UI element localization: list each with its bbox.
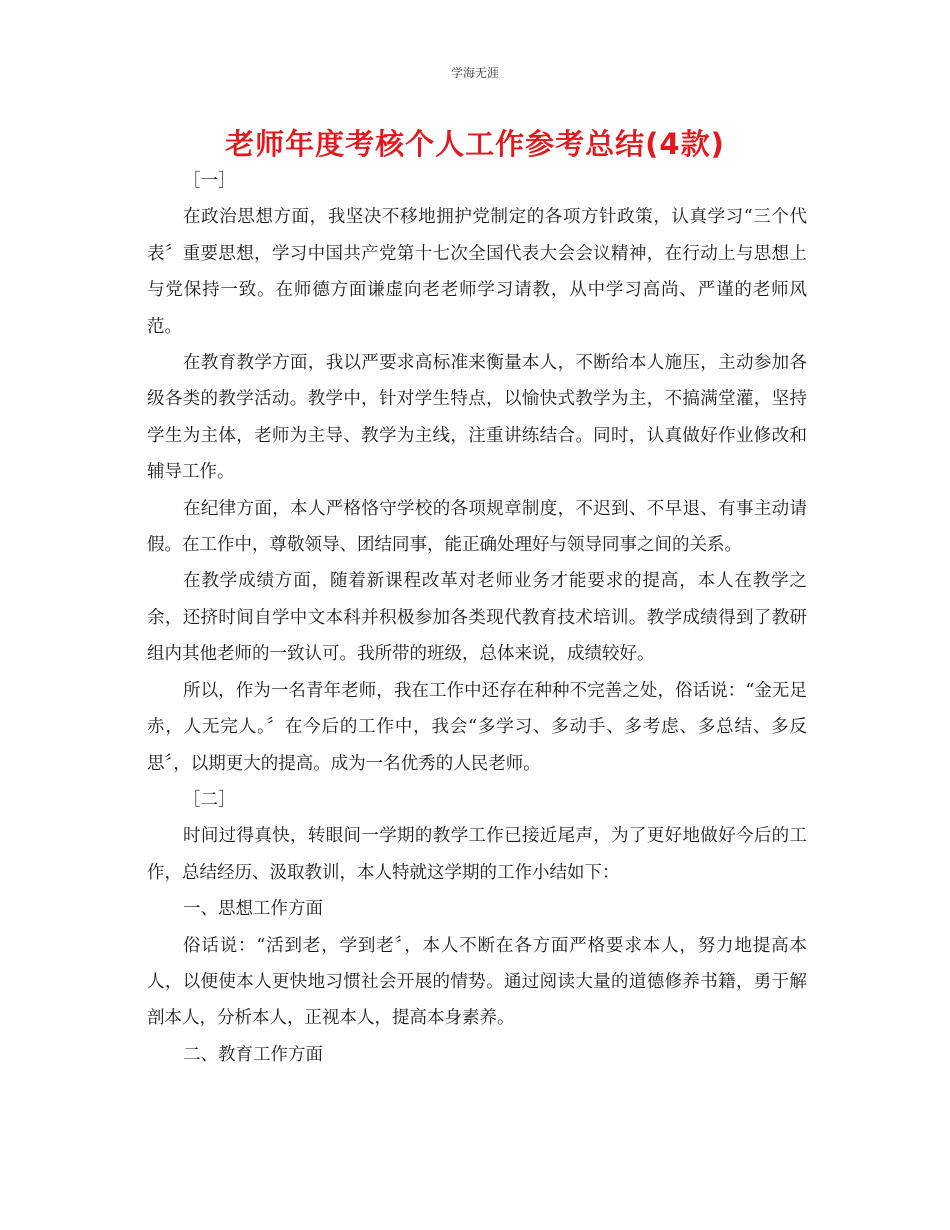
paragraph: 在教学成绩方面，随着新课程改革对老师业务才能要求的提高，本人在教学之余，还挤时间自学中文本科并积极参加各类现代教育技术培训。教学成绩得到了教研组内其他老师的一致认可。我所带的班级，总体来说，成绩较好。 (147, 571, 807, 665)
paragraph: 所以，作为一名青年老师，我在工作中还存在种种不完善之处，俗话说：“金无足赤，人无完人。〞在今后的工作中，我会“多学习、多动手、多考虑、多总结、多反思〞，以期更大的提高。成为一名优秀的人民老师。 (147, 680, 807, 774)
document-title: 老师年度考核个人工作参考总结(4款) (225, 127, 725, 161)
paragraph: 在政治思想方面，我坚决不移地拥护党制定的各项方针政策，认真学习“三个代表〞重要思想，学习中国共产党第十七次全国代表大会会议精神，在行动上与思想上与党保持一致。在师德方面谦虚向老老师学习请教，从中学习高尚、严谨的老师风范。 (147, 207, 807, 337)
paragraph: 在教育教学方面，我以严要求高标准来衡量本人，不断给本人施压，主动参加各级各类的教学活动。教学中，针对学生特点，以愉快式教学为主，不搞满堂灌，坚持学生为主体，老师为主导、教学为主线，注重讲练结合。同时，认真做好作业修改和辅导工作。 (147, 353, 807, 483)
paragraph: 时间过得真快，转眼间一学期的教学工作已接近尾声，为了更好地做好今后的工作，总结经历、汲取教训，本人特就这学期的工作小结如下： (147, 826, 807, 883)
subsection-heading: 二、教育工作方面 (183, 1044, 323, 1065)
section-marker-1: ［一］ (183, 171, 236, 191)
paragraph: 俗话说：“活到老，学到老〞，本人不断在各方面严格要求本人，努力地提高本人，以便使本人更快地习惯社会开展的情势。通过阅读大量的道德修养书籍，勇于解剖本人，分析本人，正视本人，提高本身素养。 (147, 935, 807, 1029)
document-body (147, 163, 807, 1073)
page-header: 学海无涯 (450, 66, 499, 80)
section-marker-2: ［二］ (183, 789, 236, 810)
subsection-heading: 一、思想工作方面 (183, 899, 323, 920)
paragraph: 在纪律方面，本人严格恪守学校的各项规章制度，不迟到、不早退、有事主动请假。在工作中，尊敬领导、团结同事，能正确处理好与领导同事之间的关系。 (147, 498, 807, 556)
